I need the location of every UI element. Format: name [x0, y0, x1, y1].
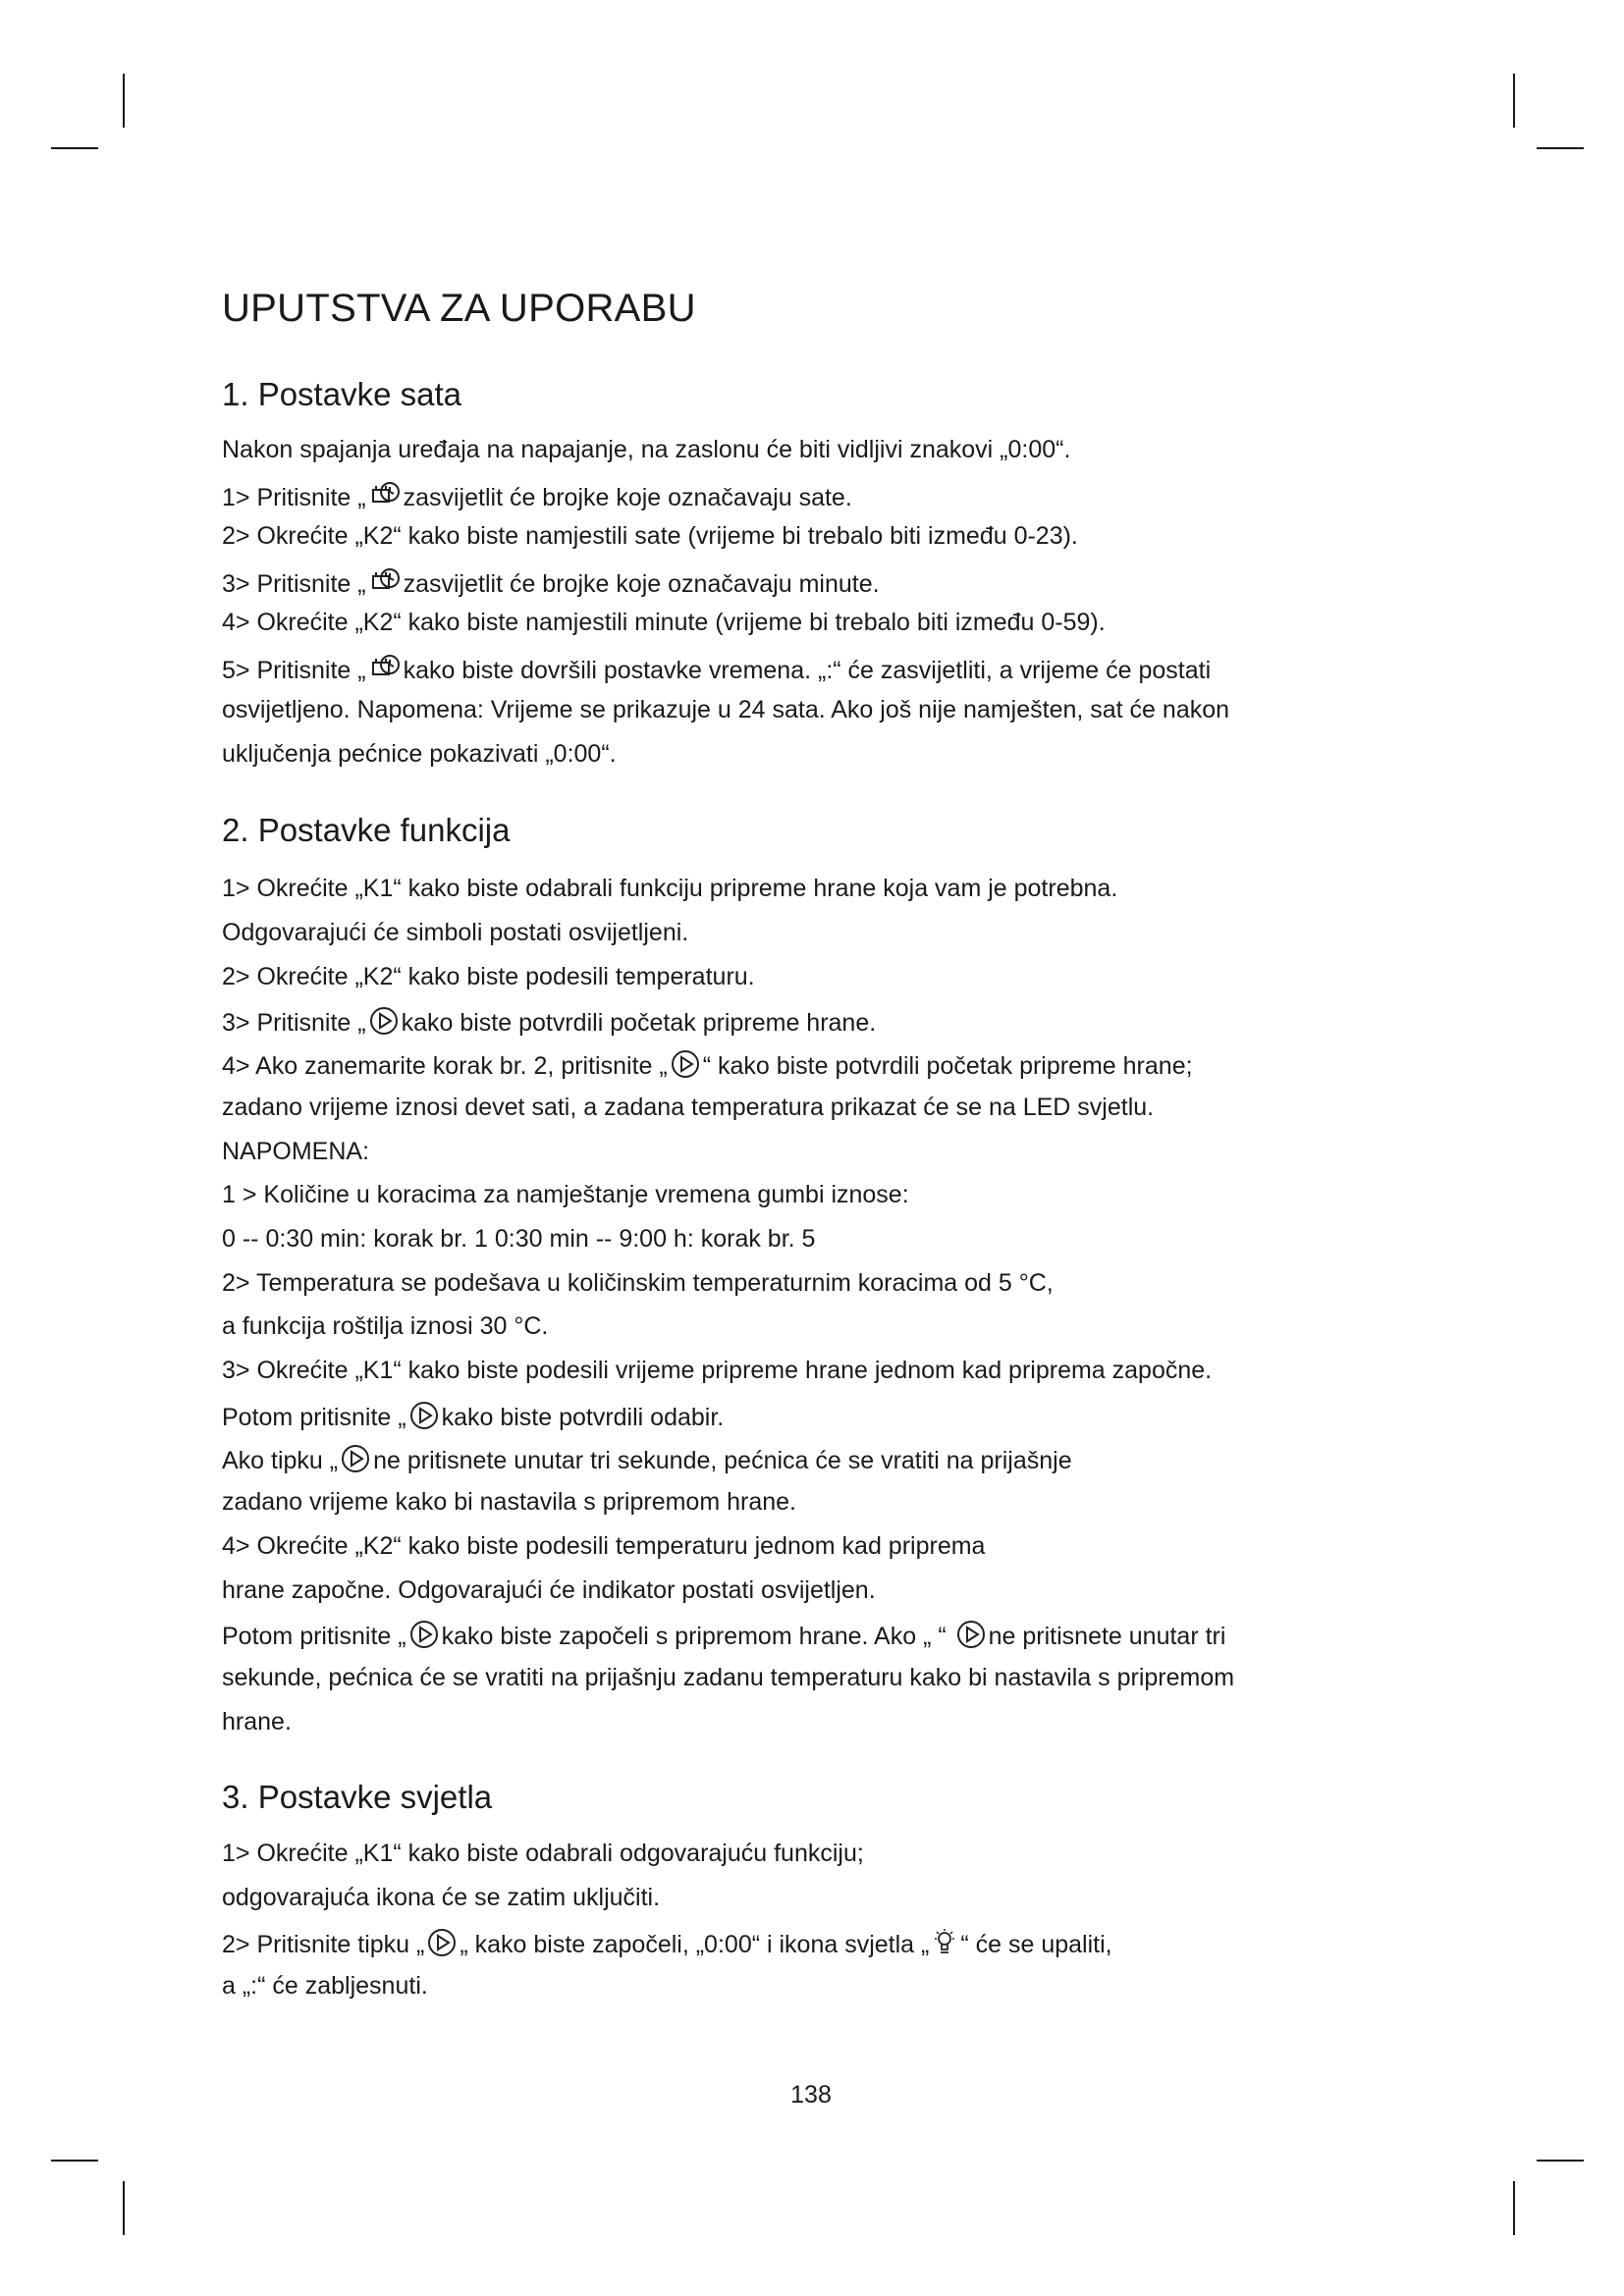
paragraph-line: 1> Okrećite „K1“ kako biste odabrali odgovarajuću funkciju; [222, 1840, 864, 1867]
paragraph-line: hrane. [222, 1708, 292, 1735]
paragraph-line: Nakon spajanja uređaja na napajanje, na zaslonu će biti vidljivi znakovi „0:00“. [222, 436, 1071, 463]
paragraph-line: osvijetljeno. Napomena: Vrijeme se prikazuje u 24 sata. Ako još nije namješten, sat će nakon [222, 696, 1230, 723]
start-button-icon [955, 1619, 987, 1650]
paragraph-line: 3> Pritisnite „ kako biste potvrdili početak pripreme hrane. [222, 1005, 876, 1038]
paragraph-line: zadano vrijeme kako bi nastavila s pripremom hrane. [222, 1488, 796, 1516]
start-button-icon [368, 1005, 400, 1037]
paragraph-line: odgovarajuća ikona će se zatim uključiti. [222, 1884, 661, 1911]
clock-button-icon [368, 478, 402, 511]
crop-mark [1513, 2181, 1515, 2235]
paragraph-line: 3> Okrećite „K1“ kako biste podesili vrijeme pripreme hrane jednom kad priprema započne. [222, 1357, 1213, 1384]
start-button-icon [670, 1048, 701, 1080]
paragraph-line: 1> Okrećite „K1“ kako biste odabrali funkciju pripreme hrane koja vam je potrebna. [222, 875, 1118, 902]
paragraph-line: Ako tipku „ ne pritisnete unutar tri sekunde, pećnica će se vratiti na prijašnje [222, 1443, 1072, 1475]
paragraph-line: a „:“ će zabljesnuti. [222, 1972, 428, 2000]
clock-button-icon [368, 564, 402, 598]
section-heading-functions: 2. Postavke funkcija [222, 812, 511, 848]
paragraph-line: NAPOMENA: [222, 1138, 370, 1165]
paragraph-line: 4> Okrećite „K2“ kako biste podesili temperaturu jednom kad priprema [222, 1532, 986, 1560]
start-button-icon [408, 1619, 440, 1650]
paragraph-line: 3> Pritisnite „ zasvijetlit će brojke koje označavaju minute. [222, 564, 880, 599]
page-number: 138 [790, 2081, 832, 2109]
paragraph-line: sekunde, pećnica će se vratiti na prijašnju zadanu temperaturu kako bi nastavila s pripremom [222, 1664, 1235, 1691]
crop-mark [51, 147, 98, 149]
paragraph-line: 2> Okrećite „K2“ kako biste namjestili sate (vrijeme bi trebalo biti između 0-23). [222, 522, 1078, 550]
paragraph-line: 1 > Količine u koracima za namještanje vremena gumbi iznose: [222, 1181, 909, 1208]
paragraph-line: Potom pritisnite „ kako biste potvrdili odabir. [222, 1400, 724, 1432]
crop-mark [123, 2181, 125, 2235]
paragraph-line: 2> Okrećite „K2“ kako biste podesili temperaturu. [222, 963, 755, 990]
section-heading-clock: 1. Postavke sata [222, 376, 461, 412]
crop-mark [51, 2160, 98, 2162]
light-bulb-icon [931, 1927, 958, 1958]
start-button-icon [340, 1443, 371, 1474]
paragraph-line: 2> Pritisnite tipku „ „ kako biste započeli, „0:00“ i ikona svjetla „ “ će se upaliti, [222, 1927, 1112, 1959]
paragraph-line: uključenja pećnice pokazivati „0:00“. [222, 740, 617, 768]
page-title: UPUTSTVA ZA UPORABU [222, 287, 696, 330]
paragraph-line: 4> Ako zanemarite korak br. 2, pritisnite „ “ kako biste potvrdili početak pripreme hrane; [222, 1048, 1193, 1081]
paragraph-line: Odgovarajući će simboli postati osvijetljeni. [222, 919, 689, 946]
paragraph-line: 0 -- 0:30 min: korak br. 1 0:30 min -- 9:00 h: korak br. 5 [222, 1225, 816, 1253]
section-heading-light: 3. Postavke svjetla [222, 1779, 493, 1815]
paragraph-line: zadano vrijeme iznosi devet sati, a zadana temperatura prikazat će se na LED svjetlu. [222, 1094, 1155, 1121]
paragraph-line: 4> Okrećite „K2“ kako biste namjestili minute (vrijeme bi trebalo biti između 0-59). [222, 609, 1106, 636]
paragraph-line: hrane započne. Odgovarajući će indikator postati osvijetljen. [222, 1576, 876, 1604]
paragraph-line: 2> Temperatura se podešava u količinskim temperaturnim koracima od 5 °C, [222, 1269, 1054, 1297]
paragraph-line: 1> Pritisnite „ zasvijetlit će brojke koje označavaju sate. [222, 478, 852, 512]
crop-mark [1537, 147, 1584, 149]
crop-mark [123, 74, 125, 128]
crop-mark [1537, 2160, 1584, 2162]
paragraph-line: a funkcija roštilja iznosi 30 °C. [222, 1312, 549, 1340]
start-button-icon [426, 1927, 458, 1958]
start-button-icon [408, 1400, 440, 1431]
clock-button-icon [368, 651, 402, 684]
paragraph-line: 5> Pritisnite „ kako biste dovršili postavke vremena. „:“ će zasvijetliti, a vrijeme će postati [222, 651, 1211, 685]
paragraph-line: Potom pritisnite „ kako biste započeli s pripremom hrane. Ako „ “ ne pritisnete unutar tri [222, 1619, 1225, 1651]
crop-mark [1513, 74, 1515, 128]
